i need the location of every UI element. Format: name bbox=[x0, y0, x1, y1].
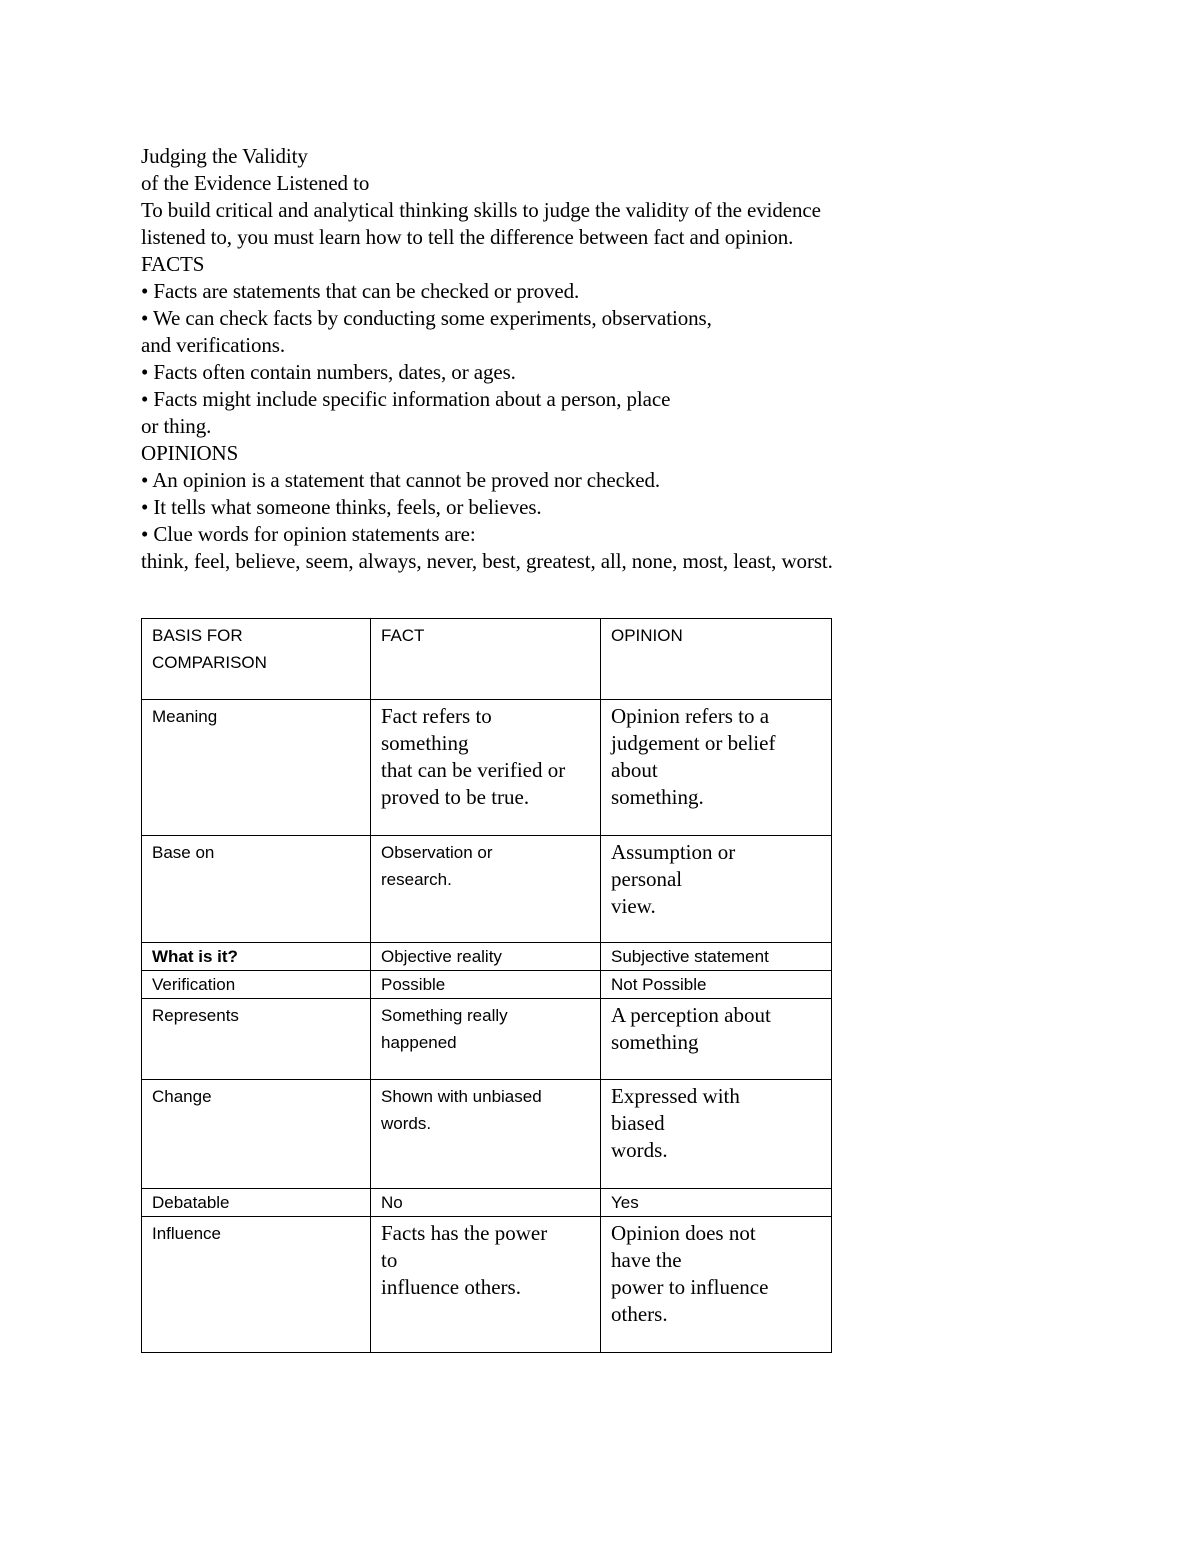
document-title-line-1: Judging the Validity bbox=[141, 144, 308, 168]
row-basis-label: Influence bbox=[152, 1224, 221, 1243]
opinion-text-line: words. bbox=[611, 1138, 668, 1162]
fact-text-line: proved to be true. bbox=[381, 785, 530, 809]
row-fact-cell bbox=[371, 971, 601, 999]
document-title-line-2: of the Evidence Listened to bbox=[141, 171, 370, 195]
header-opinion-cell bbox=[601, 619, 832, 700]
row-basis-cell bbox=[142, 971, 371, 999]
facts-bullet-2-cont: and verifications. bbox=[141, 333, 285, 357]
opinions-bullet-1: • An opinion is a statement that cannot be proved nor checked. bbox=[141, 468, 661, 492]
header-fact-label: FACT bbox=[381, 626, 425, 645]
row-opinion-cell bbox=[601, 971, 832, 999]
row-opinion-cell bbox=[601, 943, 832, 971]
fact-text-line: that can be verified or bbox=[381, 758, 566, 782]
table-row-change bbox=[142, 1080, 832, 1189]
table-row-represents bbox=[142, 999, 832, 1080]
row-basis-cell bbox=[142, 836, 371, 943]
fact-text-line: Observation or bbox=[381, 843, 493, 862]
opinion-text-line: power to influence bbox=[611, 1275, 769, 1299]
row-basis-label: Debatable bbox=[152, 1193, 230, 1212]
opinions-bullet-2: • It tells what someone thinks, feels, or believes. bbox=[141, 495, 542, 519]
fact-text-line: Objective reality bbox=[381, 947, 502, 966]
opinion-text-line: Opinion refers to a bbox=[611, 704, 770, 728]
fact-text-line: Something really bbox=[381, 1006, 508, 1025]
row-basis-label: Verification bbox=[152, 975, 236, 994]
table-row-base-on bbox=[142, 836, 832, 943]
opinion-text-line: view. bbox=[611, 894, 656, 918]
header-opinion-label: OPINION bbox=[611, 626, 683, 645]
row-basis-label: What is it? bbox=[152, 947, 238, 966]
row-basis-label: Meaning bbox=[152, 707, 218, 726]
row-opinion-cell bbox=[601, 700, 832, 836]
row-opinion-cell bbox=[601, 999, 832, 1080]
row-basis-cell bbox=[142, 1217, 371, 1353]
row-opinion-cell bbox=[601, 1189, 832, 1217]
fact-text-line: Possible bbox=[381, 975, 446, 994]
opinion-text-line: judgement or belief bbox=[611, 731, 776, 755]
row-opinion-cell bbox=[601, 836, 832, 943]
header-basis-line: BASIS FOR bbox=[152, 626, 243, 645]
row-fact-cell bbox=[371, 836, 601, 943]
opinion-text-line: about bbox=[611, 758, 658, 782]
table-row-debatable bbox=[142, 1189, 832, 1217]
fact-text-line: Fact refers to bbox=[381, 704, 492, 728]
table-row-influence bbox=[142, 1217, 832, 1353]
fact-text-line: happened bbox=[381, 1033, 457, 1052]
table-header-row bbox=[142, 619, 832, 700]
fact-text-line: Facts has the power bbox=[381, 1221, 548, 1245]
row-fact-cell bbox=[371, 1080, 601, 1189]
opinion-text-line: Expressed with bbox=[611, 1084, 740, 1108]
opinion-text-line: something. bbox=[611, 785, 704, 809]
row-fact-cell bbox=[371, 700, 601, 836]
header-basis-cell bbox=[142, 619, 371, 700]
header-fact-cell bbox=[371, 619, 601, 700]
document-body bbox=[141, 143, 971, 575]
fact-text-line: to bbox=[381, 1248, 398, 1272]
row-opinion-cell bbox=[601, 1080, 832, 1189]
facts-bullet-1: • Facts are statements that can be checked or proved. bbox=[141, 279, 580, 303]
row-fact-cell bbox=[371, 999, 601, 1080]
row-basis-label: Base on bbox=[152, 843, 215, 862]
row-basis-cell bbox=[142, 999, 371, 1080]
row-basis-label: Represents bbox=[152, 1006, 239, 1025]
fact-text-line: Shown with unbiased bbox=[381, 1087, 542, 1106]
row-fact-cell bbox=[371, 943, 601, 971]
opinion-text-line: Opinion does not bbox=[611, 1221, 756, 1245]
row-fact-cell bbox=[371, 1217, 601, 1353]
fact-text-line: research. bbox=[381, 870, 452, 889]
row-fact-cell bbox=[371, 1189, 601, 1217]
header-basis-line: COMPARISON bbox=[152, 653, 267, 672]
row-basis-cell bbox=[142, 1189, 371, 1217]
facts-bullet-4: • Facts might include specific information about a person, place bbox=[141, 387, 671, 411]
row-basis-label: Change bbox=[152, 1087, 212, 1106]
table-row-what-is-it bbox=[142, 943, 832, 971]
opinion-text-line: personal bbox=[611, 867, 683, 891]
fact-text-line: words. bbox=[381, 1114, 432, 1133]
opinions-heading: OPINIONS bbox=[141, 441, 239, 465]
opinion-text-line: something bbox=[611, 1030, 699, 1054]
table-row-verification bbox=[142, 971, 832, 999]
facts-bullet-2: • We can check facts by conducting some experiments, observations, bbox=[141, 306, 712, 330]
row-basis-cell bbox=[142, 700, 371, 836]
facts-bullet-3: • Facts often contain numbers, dates, or ages. bbox=[141, 360, 516, 384]
fact-text-line: something bbox=[381, 731, 469, 755]
table-row-meaning bbox=[142, 700, 832, 836]
clue-words-line: think, feel, believe, seem, always, never, best, greatest, all, none, most, least, worst. bbox=[141, 549, 833, 573]
fact-text-line: No bbox=[381, 1193, 403, 1212]
opinions-bullet-3: • Clue words for opinion statements are: bbox=[141, 522, 476, 546]
opinion-text-line: others. bbox=[611, 1302, 668, 1326]
facts-heading: FACTS bbox=[141, 252, 205, 276]
fact-text-line: influence others. bbox=[381, 1275, 521, 1299]
comparison-table bbox=[141, 618, 832, 1353]
opinion-text-line: Not Possible bbox=[611, 975, 707, 994]
opinion-text-line: biased bbox=[611, 1111, 665, 1135]
row-basis-cell bbox=[142, 943, 371, 971]
intro-line-1: To build critical and analytical thinking skills to judge the validity of the evidence bbox=[141, 198, 821, 222]
facts-bullet-4-cont: or thing. bbox=[141, 414, 212, 438]
opinion-text-line: Yes bbox=[611, 1193, 639, 1212]
row-opinion-cell bbox=[601, 1217, 832, 1353]
opinion-text-line: have the bbox=[611, 1248, 682, 1272]
row-basis-cell bbox=[142, 1080, 371, 1189]
intro-line-2: listened to, you must learn how to tell the difference between fact and opinion. bbox=[141, 225, 794, 249]
opinion-text-line: Subjective statement bbox=[611, 947, 769, 966]
opinion-text-line: Assumption or bbox=[611, 840, 736, 864]
opinion-text-line: A perception about bbox=[611, 1003, 771, 1027]
